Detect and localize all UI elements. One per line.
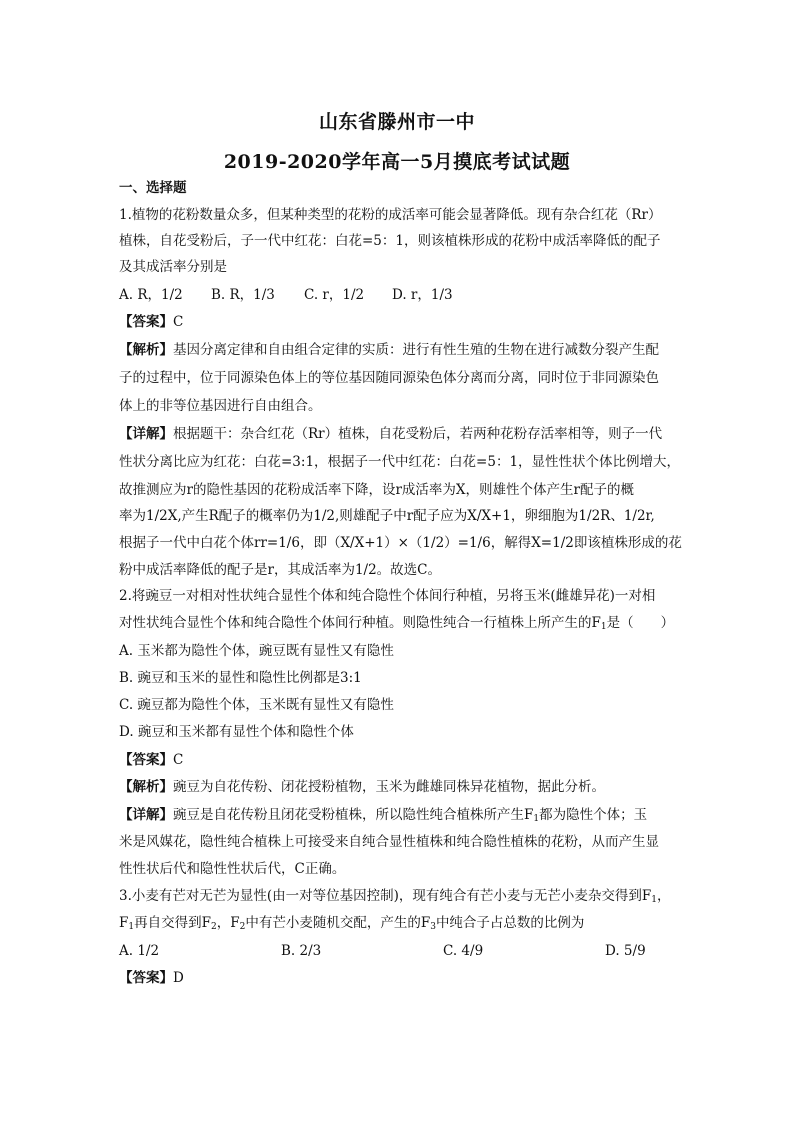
q2-option-b: B. 豌豆和玉米的显性和隐性比例都是3:1 <box>119 670 362 686</box>
answer-value: D <box>173 970 184 986</box>
q3-stem-part: 中纯合子占总数的比例为 <box>435 915 585 931</box>
detail-text-end: 都为隐性个体；玉 <box>539 807 648 823</box>
answer-tag: 【答案】 <box>119 970 173 986</box>
q1-option-d: D. r，1/3 <box>392 287 453 303</box>
analysis-tag: 【解析】 <box>119 779 173 795</box>
q3-option-d: D. 5/9 <box>605 943 646 959</box>
q1-detail-line-6: 粉中成活率降低的配子是r，其成活率为1/2。故选C。 <box>119 562 442 578</box>
q2-stem-text: 对性状纯合显性个体和纯合隐性个体间行种植。则隐性纯合一行植株上所产生的F <box>119 615 601 631</box>
q3-stem-part: 再自交得到F <box>134 915 211 931</box>
answer-tag: 【答案】 <box>119 752 173 768</box>
q2-analysis <box>119 777 679 797</box>
analysis-text: 基因分离定律和自由组合定律的实质：进行有性生殖的生物在进行减数分裂产生配 <box>173 342 659 358</box>
q1-detail-line-1 <box>119 424 679 444</box>
q3-stem-line-1 <box>119 886 679 906</box>
q2-detail-line-2: 米是风媒花，隐性纯合植株上可接受来自纯合显性植株和纯合隐性植株的花粉，从而产生显 <box>119 834 659 850</box>
q1-option-c: C. r，1/2 <box>304 287 365 303</box>
detail-text: 根据题干：杂合红花（Rr）植株，自花受粉后，若两种花粉存活率相等，则子一代 <box>173 426 663 442</box>
q3-stem-part: F <box>119 915 129 931</box>
answer-tag: 【答案】 <box>119 314 173 330</box>
q2-stem-end: 是（ ） <box>606 615 675 631</box>
q1-analysis-line-1 <box>119 340 679 360</box>
subscript: 1 <box>533 814 540 824</box>
q3-option-c: C. 4/9 <box>443 943 484 959</box>
q3-option-b: B. 2/3 <box>281 943 322 959</box>
q1-analysis-line-2: 子的过程中，位于同源染色体上的等位基因随同源染色体分离而分离，同时位于非同源染色 <box>119 370 659 386</box>
q1-detail-line-3: 故推测应为r的隐性基因的花粉成活率下降，设r成活率为X，则雄性个体产生r配子的概 <box>119 482 634 498</box>
q1-options <box>119 285 679 305</box>
subscript: 3 <box>430 922 436 932</box>
q2-option-a: A. 玉米都为隐性个体，豌豆既有显性又有隐性 <box>119 643 394 659</box>
exam-title: 2019-2020学年高一5月摸底考试试题 <box>223 151 571 173</box>
q1-option-a: A. R，1/2 <box>119 287 183 303</box>
subscript: 1 <box>600 622 607 632</box>
q3-stem-line-2 <box>119 913 679 933</box>
analysis-tag: 【解析】 <box>119 342 173 358</box>
q1-detail-line-2: 性状分离比应为红花：白花=3:1，根据子一代中红花：白花=5：1，显性性状个体比例增大， <box>119 454 681 470</box>
q1-detail-line-4: 率为1/2X,产生R配子的概率仍为1/2,则雄配子中r配子应为X/X+1，卵细胞为1/2R、1/2r, <box>119 508 655 524</box>
subscript: 1 <box>128 922 135 932</box>
q3-stem-punct: ， <box>657 888 671 904</box>
answer-value: C <box>173 752 184 768</box>
q2-option-d: D. 豌豆和玉米都有显性个体和隐性个体 <box>119 724 354 740</box>
subscript: 1 <box>651 895 658 905</box>
detail-text: 豌豆是自花传粉且闭花受粉植株，所以隐性纯合植株所产生F <box>173 807 534 823</box>
q1-option-b: B. R，1/3 <box>211 287 275 303</box>
q3-stem-part: ，F <box>216 915 240 931</box>
q1-stem-line-3: 及其成活率分别是 <box>119 259 227 275</box>
detail-tag: 【详解】 <box>119 807 173 823</box>
q3-stem-text: 3.小麦有芒对无芒为显性(由一对等位基因控制)，现有纯合有芒小麦与无芒小麦杂交得到F <box>119 888 652 904</box>
subscript: 2 <box>239 922 246 932</box>
analysis-text: 豌豆为自花传粉、闭花授粉植物，玉米为雌雄同株异花植物，据此分析。 <box>173 779 605 795</box>
q1-detail-line-5: 根据子一代中白花个体rr=1/6，即（X/X+1）×（1/2）=1/6，解得X=1/2即该植株形成的花 <box>119 535 682 551</box>
q2-stem-line-2 <box>119 613 679 633</box>
q3-option-a: A. 1/2 <box>119 943 160 959</box>
q2-stem-line-1: 2.将豌豆一对相对性状纯合显性个体和纯合隐性个体间行种植，另将玉米(雌雄异花)一对相 <box>119 588 656 604</box>
q2-detail-line-3: 性性状后代和隐性性状后代，C正确。 <box>119 861 346 877</box>
q2-answer <box>119 750 679 770</box>
subscript: 2 <box>210 922 217 932</box>
q2-option-c: C. 豌豆都为隐性个体，玉米既有显性又有隐性 <box>119 697 394 713</box>
q3-answer <box>119 968 679 988</box>
q1-stem-line-1: 1.植物的花粉数量众多，但某种类型的花粉的成活率可能会显著降低。现有杂合红花（Rr） <box>119 207 662 223</box>
q3-stem-part: 中有芒小麦随机交配，产生的F <box>245 915 431 931</box>
q3-options <box>119 941 679 961</box>
q1-analysis-line-3: 体上的非等位基因进行自由组合。 <box>119 398 322 414</box>
q1-stem-line-2: 植株，自花受粉后，子一代中红花：白花=5：1，则该植株形成的花粉中成活率降低的配子 <box>119 233 661 249</box>
q2-detail-line-1 <box>119 805 679 825</box>
section-heading: 一、选择题 <box>119 180 187 196</box>
detail-tag: 【详解】 <box>119 426 173 442</box>
q1-answer <box>119 312 679 332</box>
school-title: 山东省滕州市一中 <box>318 111 475 133</box>
answer-value: C <box>173 314 184 330</box>
